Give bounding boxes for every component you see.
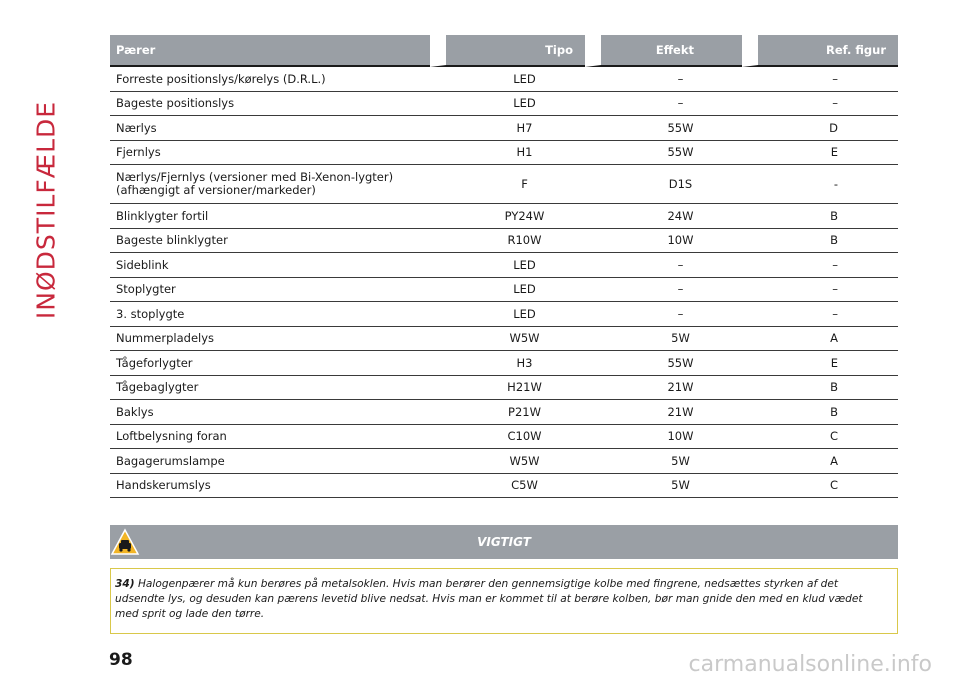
cell-type: LED	[430, 302, 585, 327]
header-tipo: Tipo	[430, 35, 585, 67]
cell-ref: –	[742, 67, 898, 92]
cell-power: 21W	[585, 400, 742, 425]
table-row	[110, 376, 898, 401]
cell-bulb: Tågeforlygter	[110, 351, 430, 376]
cell-bulb: Forreste positionslys/kørelys (D.R.L.)	[110, 67, 430, 92]
cell-type: H7	[430, 116, 585, 141]
cell-ref: D	[742, 116, 898, 141]
table-row	[110, 229, 898, 254]
cell-power: 5W	[585, 449, 742, 474]
cell-bulb: Nummerpladelys	[110, 327, 430, 352]
cell-bulb-line2: (afhængigt af versioner/markeder)	[116, 183, 316, 197]
cell-power: 55W	[585, 351, 742, 376]
cell-power: –	[585, 67, 742, 92]
cell-bulb: Sideblink	[110, 253, 430, 278]
cell-bulb: Bageste positionslys	[110, 92, 430, 117]
cell-ref: E	[742, 351, 898, 376]
cell-ref: B	[742, 400, 898, 425]
warning-box	[110, 568, 898, 634]
cell-ref: C	[742, 425, 898, 450]
cell-bulb: Handskerumslys	[110, 474, 430, 499]
cell-power: –	[585, 278, 742, 303]
cell-type: H3	[430, 351, 585, 376]
table-row	[110, 351, 898, 376]
cell-bulb: Bageste blinklygter	[110, 229, 430, 254]
cell-bulb: Nærlys	[110, 116, 430, 141]
cell-type: LED	[430, 278, 585, 303]
cell-ref: -	[742, 165, 898, 204]
cell-type: F	[430, 165, 585, 204]
table-row	[110, 141, 898, 166]
cell-ref: B	[742, 204, 898, 229]
cell-type: PY24W	[430, 204, 585, 229]
table-row	[110, 253, 898, 278]
cell-power: –	[585, 92, 742, 117]
cell-power: –	[585, 302, 742, 327]
cell-type: P21W	[430, 400, 585, 425]
cell-ref: E	[742, 141, 898, 166]
table-header-row	[110, 35, 898, 67]
cell-power: 10W	[585, 425, 742, 450]
header-paerer: Pærer	[110, 35, 430, 67]
cell-type: LED	[430, 67, 585, 92]
table-row	[110, 425, 898, 450]
cell-bulb: Fjernlys	[110, 141, 430, 166]
watermark: carmanualsonline.info	[688, 652, 932, 677]
cell-ref: C	[742, 474, 898, 499]
table-row	[110, 116, 898, 141]
cell-power: 55W	[585, 116, 742, 141]
warning-ref: 34)	[115, 578, 135, 590]
cell-ref: A	[742, 449, 898, 474]
cell-power: 10W	[585, 229, 742, 254]
header-ref-figur: Ref. figur	[742, 35, 898, 67]
header-effekt: Effekt	[585, 35, 742, 67]
warning-text: Halogenpærer må kun berøres på metalsoklen. Hvis man berører den gennemsigtige kolbe med fingrene, nedsættes styrken af det udsendte lys, og desuden kan pærens levetid blive nedsat. Hvis man er kommet til at berøre kolben, bør man gnide den med en klud vædet med sprit og lade den tørre.	[115, 578, 863, 620]
bulb-table	[110, 35, 898, 498]
cell-power: 21W	[585, 376, 742, 401]
cell-type: C5W	[430, 474, 585, 499]
table-row	[110, 204, 898, 229]
cell-power: 55W	[585, 141, 742, 166]
cell-type: W5W	[430, 449, 585, 474]
table-row	[110, 327, 898, 352]
cell-type: C10W	[430, 425, 585, 450]
warning-title: VIGTIGT	[477, 535, 531, 549]
cell-power: 5W	[585, 474, 742, 499]
table-row	[110, 449, 898, 474]
table-row	[110, 67, 898, 92]
cell-bulb: Blinklygter fortil	[110, 204, 430, 229]
warning-header	[110, 525, 898, 559]
section-title-text: INØDSTILFÆLDE	[31, 100, 61, 320]
cell-type: H21W	[430, 376, 585, 401]
cell-ref: –	[742, 253, 898, 278]
cell-bulb: Tågebaglygter	[110, 376, 430, 401]
table-row	[110, 278, 898, 303]
cell-type: LED	[430, 92, 585, 117]
cell-type: R10W	[430, 229, 585, 254]
cell-power: D1S	[585, 165, 742, 204]
cell-type: LED	[430, 253, 585, 278]
cell-ref: –	[742, 278, 898, 303]
cell-bulb	[110, 165, 430, 204]
cell-type: W5W	[430, 327, 585, 352]
cell-bulb-line1: Nærlys/Fjernlys (versioner med Bi-Xenon-lygter)	[116, 170, 394, 184]
cell-ref: A	[742, 327, 898, 352]
cell-power: –	[585, 253, 742, 278]
cell-bulb: Baklys	[110, 400, 430, 425]
cell-ref: B	[742, 376, 898, 401]
cell-ref: –	[742, 92, 898, 117]
table-row	[110, 400, 898, 425]
table-row	[110, 92, 898, 117]
cell-bulb: 3. stoplygte	[110, 302, 430, 327]
cell-bulb: Loftbelysning foran	[110, 425, 430, 450]
table-row	[110, 474, 898, 499]
cell-bulb: Bagagerumslampe	[110, 449, 430, 474]
table-row	[110, 302, 898, 327]
table-row	[110, 165, 898, 204]
cell-power: 24W	[585, 204, 742, 229]
cell-ref: –	[742, 302, 898, 327]
page-number: 98	[109, 650, 133, 670]
cell-power: 5W	[585, 327, 742, 352]
cell-type: H1	[430, 141, 585, 166]
cell-bulb: Stoplygter	[110, 278, 430, 303]
cell-ref: B	[742, 229, 898, 254]
